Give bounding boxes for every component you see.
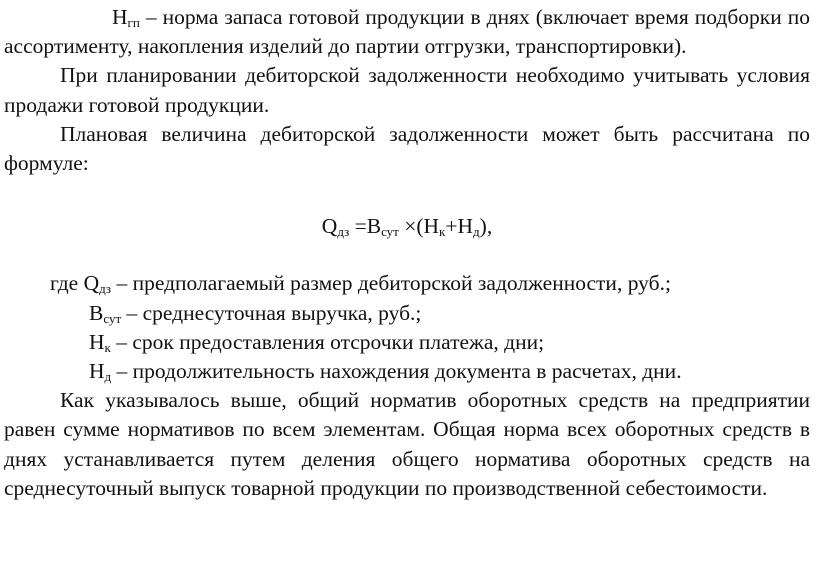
definition-q xyxy=(4,269,810,298)
definition-hk xyxy=(4,328,810,357)
formula-q: Q xyxy=(321,214,338,239)
definition-b-subscript: сут xyxy=(103,310,122,326)
formula-mult-open: ×(Н xyxy=(398,214,440,239)
paragraph-formula-intro: Плановая величина дебиторской задолженности может быть рассчитана по формуле: xyxy=(4,121,810,176)
formula-b-subscript: сут xyxy=(381,224,399,240)
formula-close: ), xyxy=(479,214,493,239)
formula-q-subscript: дз xyxy=(337,224,350,240)
norm-symbol-subscript: гп xyxy=(127,15,140,30)
norm-definition-text: – норма запаса готовой продукции в днях (включает время подборки по ассортименту, накопления изделий до партии отгрузки, транспортировки). xyxy=(4,5,810,59)
definition-b-symbol: В xyxy=(89,300,104,325)
definition-b-text: – среднесуточная выручка, руб.; xyxy=(121,300,422,325)
definition-b xyxy=(4,299,810,328)
definition-hd-subscript: д xyxy=(104,369,112,385)
formula-eq-b: =В xyxy=(349,214,382,239)
definition-hd-symbol: Н xyxy=(89,359,105,384)
definition-hk-text: – срок предоставления отсрочки платежа, дни; xyxy=(110,329,545,354)
receivables-formula xyxy=(4,212,810,241)
paragraph-total-norm: Как указывалось выше, общий норматив оборотных средств на предприятии равен сумме нормативов по всем элементам. Общая норма всех оборотных средств в днях устанавливается путем деления общего норматива оборотных средств на среднесуточный выпуск товарной продукции по производственной себестоимости. xyxy=(4,388,810,500)
definition-hk-subscript: к xyxy=(104,339,111,355)
norm-symbol: Н xyxy=(112,5,128,29)
definition-q-prefix: где Q xyxy=(50,271,100,296)
variable-definitions xyxy=(4,269,810,386)
formula-plus-h: +Н xyxy=(445,214,474,239)
formula-hk-subscript: к xyxy=(439,224,446,240)
definition-hk-symbol: Н xyxy=(89,329,105,354)
paragraph-planning: При планировании дебиторской задолженности необходимо учитывать условия продажи готовой продукции. xyxy=(4,63,810,117)
paragraph-norm-definition xyxy=(4,3,810,61)
definition-q-subscript: дз xyxy=(99,281,112,297)
definition-hd-text: – продолжительность нахождения документа в расчетах, дни. xyxy=(111,359,682,384)
formula-hd-subscript: д xyxy=(473,224,480,240)
definition-q-text: – предполагаемый размер дебиторской задолженности, руб.; xyxy=(111,271,671,296)
definition-hd xyxy=(4,357,810,386)
